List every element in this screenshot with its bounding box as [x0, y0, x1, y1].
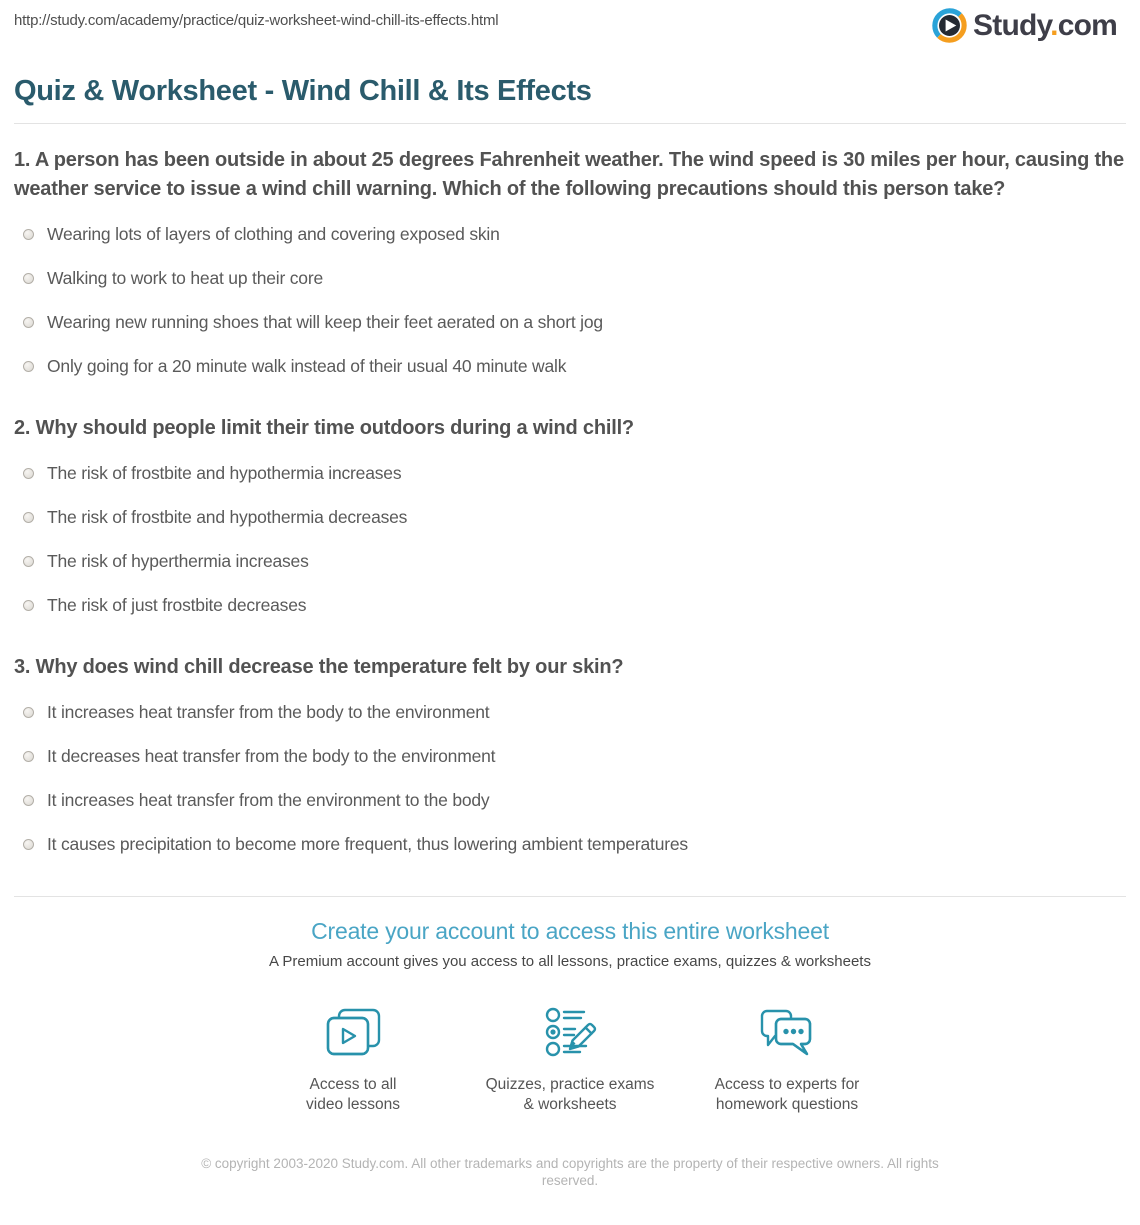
create-account-link[interactable]: Create your account to access this entire worksheet — [311, 918, 829, 944]
feature-label-line1: Access to experts for — [714, 1076, 860, 1093]
answer-option-label: Only going for a 20 minute walk instead of their usual 40 minute walk — [47, 355, 567, 376]
radio-button[interactable] — [23, 556, 34, 567]
copyright-notice: © copyright 2003-2020 Study.com. All other trademarks and copyrights are the property of their respective owners. All rights reserved. — [201, 1156, 939, 1188]
feature-label-line1: Quizzes, practice exams — [485, 1076, 655, 1093]
answer-option-label: Wearing lots of layers of clothing and covering exposed skin — [47, 223, 500, 244]
answer-option[interactable] — [14, 451, 1126, 495]
features-row — [14, 1004, 1126, 1115]
feature-label-line2: homework questions — [715, 1096, 859, 1113]
radio-button[interactable] — [23, 707, 34, 718]
question-text: 2. Why should people limit their time outdoors during a wind chill? — [14, 417, 634, 439]
answer-option-label: It causes precipitation to become more frequent, thus lowering ambient temperatures — [47, 833, 688, 854]
feature-experts-chat — [679, 1004, 896, 1115]
feature-label — [245, 1075, 462, 1115]
radio-button[interactable] — [23, 361, 34, 372]
question-block-3 — [14, 653, 1126, 866]
feature-label-line2: video lessons — [306, 1096, 400, 1113]
page-title: Quiz & Worksheet - Wind Chill & Its Effects — [14, 75, 592, 107]
logo-study: Study — [973, 8, 1051, 42]
answer-option[interactable] — [14, 778, 1126, 822]
answer-option[interactable] — [14, 690, 1126, 734]
feature-video-lessons — [245, 1004, 462, 1115]
quizzes-worksheets-icon — [541, 1004, 599, 1062]
answer-option[interactable] — [14, 344, 1126, 388]
page-url: http://study.com/academy/practice/quiz-worksheet-wind-chill-its-effects.html — [14, 12, 499, 29]
feature-quizzes-worksheets — [462, 1004, 679, 1115]
options-list — [14, 690, 1126, 866]
feature-label — [679, 1075, 896, 1115]
answer-option[interactable] — [14, 300, 1126, 344]
answer-option-label: It increases heat transfer from the environment to the body — [47, 789, 490, 810]
answer-option-label: The risk of hyperthermia increases — [47, 550, 309, 571]
answer-option-label: It decreases heat transfer from the body to the environment — [47, 745, 496, 766]
answer-option-label: It increases heat transfer from the body to the environment — [47, 701, 490, 722]
answer-option-label: Walking to work to heat up their core — [47, 267, 323, 288]
answer-option[interactable] — [14, 212, 1126, 256]
radio-button[interactable] — [23, 839, 34, 850]
divider — [14, 123, 1126, 124]
radio-button[interactable] — [23, 600, 34, 611]
question-block-2 — [14, 414, 1126, 627]
answer-option[interactable] — [14, 822, 1126, 866]
radio-button[interactable] — [23, 468, 34, 479]
experts-chat-icon — [758, 1004, 816, 1062]
answer-option-label: The risk of frostbite and hypothermia decreases — [47, 506, 408, 527]
feature-label-line1: Access to all — [309, 1076, 397, 1093]
logo-dot: . — [1050, 8, 1058, 42]
radio-button[interactable] — [23, 273, 34, 284]
divider — [14, 896, 1126, 897]
answer-option-label: Wearing new running shoes that will keep their feet aerated on a short jog — [47, 311, 603, 332]
video-lessons-icon — [324, 1004, 382, 1062]
question-text: 1. A person has been outside in about 25 degrees Fahrenheit weather. The wind speed is 30 miles per hour, causing the weather service to issue a wind chill warning. Which of the following precautions should this person take? — [14, 149, 1124, 200]
radio-button[interactable] — [23, 795, 34, 806]
answer-option-label: The risk of frostbite and hypothermia increases — [47, 462, 402, 483]
logo-com: com — [1057, 8, 1117, 42]
answer-option[interactable] — [14, 583, 1126, 627]
studycom-play-icon — [931, 7, 968, 44]
radio-button[interactable] — [23, 317, 34, 328]
radio-button[interactable] — [23, 751, 34, 762]
answer-option[interactable] — [14, 495, 1126, 539]
answer-option[interactable] — [14, 734, 1126, 778]
feature-label-line2: & worksheets — [523, 1096, 617, 1113]
question-text: 3. Why does wind chill decrease the temperature felt by our skin? — [14, 656, 624, 678]
answer-option-label: The risk of just frostbite decreases — [47, 594, 307, 615]
question-block-1 — [14, 146, 1126, 388]
options-list — [14, 212, 1126, 388]
options-list — [14, 451, 1126, 627]
premium-subheading: A Premium account gives you access to all lessons, practice exams, quizzes & worksheets — [269, 953, 871, 970]
radio-button[interactable] — [23, 512, 34, 523]
studycom-logo[interactable] — [931, 7, 1117, 44]
answer-option[interactable] — [14, 256, 1126, 300]
answer-option[interactable] — [14, 539, 1126, 583]
feature-label — [462, 1075, 679, 1115]
studycom-logo-text — [973, 9, 1117, 43]
radio-button[interactable] — [23, 229, 34, 240]
